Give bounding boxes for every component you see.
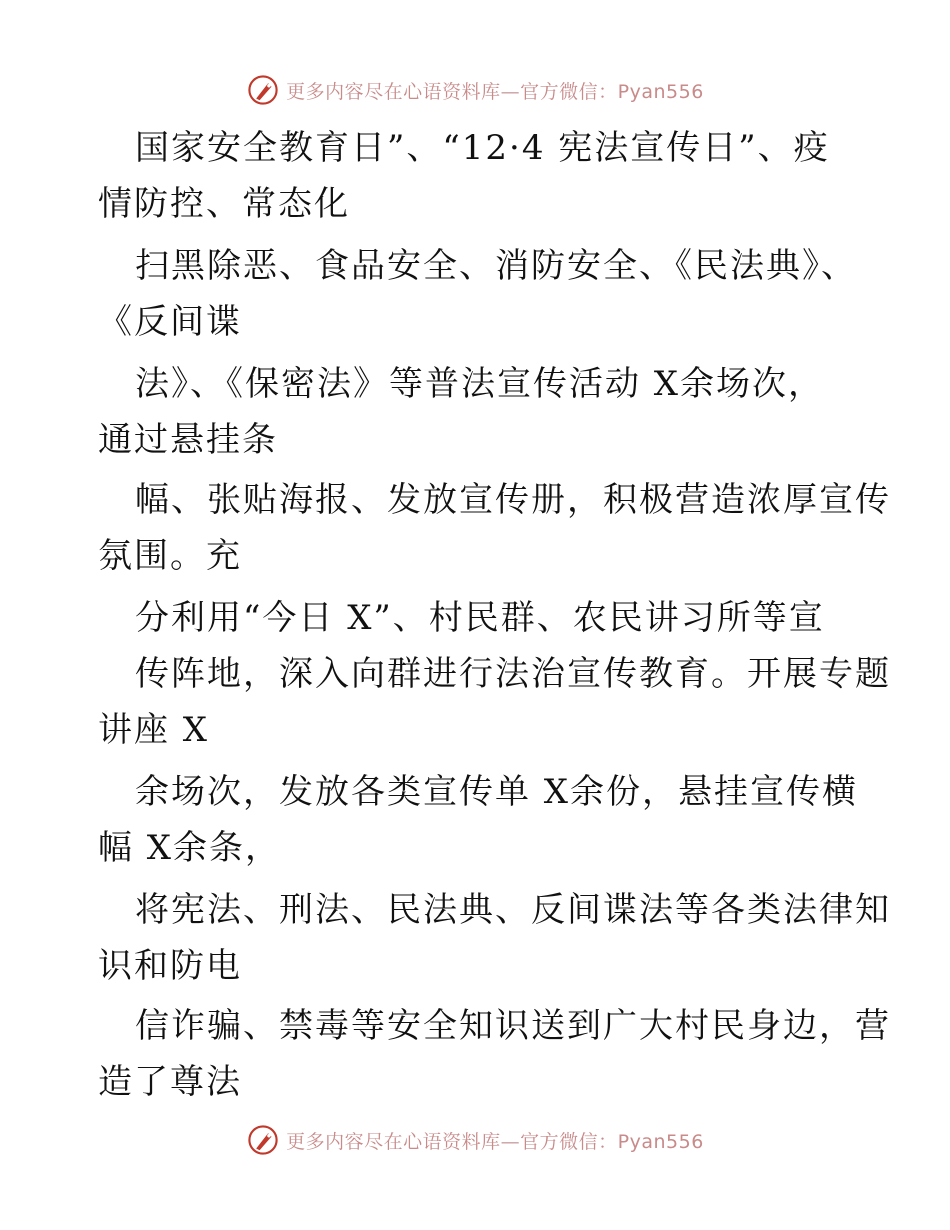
text-line: 造了尊法 (98, 1062, 242, 1102)
text-line: 情防控、常态化 (98, 184, 350, 224)
text-line: 扫黑除恶、食品安全、消防安全、《民法典》、 (135, 246, 857, 286)
watermark-footer (0, 1120, 950, 1160)
text-line: 《反间谍 (98, 302, 242, 342)
text-line: 法》、《保密法》等普法宣传活动 X余场次， (135, 364, 825, 404)
watermark-text: 更多内容尽在心语资料库—官方微信：Pyan556 (286, 1130, 704, 1153)
text-line: 氛围。充 (98, 536, 242, 576)
text-line: 幅 X余条， (98, 828, 282, 868)
text-line: 将宪法、刑法、民法典、反间谍法等各类法律知 (135, 890, 891, 930)
text-line: 分利用“今日 X”、村民群、农民讲习所等宣 (135, 598, 825, 638)
text-line: 识和防电 (98, 946, 242, 986)
watermark-text: 更多内容尽在心语资料库—官方微信：Pyan556 (286, 80, 704, 103)
text-line: 国家安全教育日”、“12·4 宪法宣传日”、疫 (135, 128, 830, 168)
pen-nib-logo-icon (246, 73, 280, 107)
text-line: 余场次，发放各类宣传单 X余份，悬挂宣传横 (135, 772, 859, 812)
watermark-header (0, 70, 950, 110)
text-line: 信诈骗、禁毒等安全知识送到广大村民身边，营 (135, 1006, 891, 1046)
text-line: 通过悬挂条 (98, 420, 278, 460)
pen-nib-logo-icon (246, 1123, 280, 1157)
text-line: 传阵地，深入向群进行法治宣传教育。开展专题 (135, 654, 891, 694)
text-line: 讲座 X (98, 710, 210, 750)
text-line: 幅、张贴海报、发放宣传册，积极营造浓厚宣传 (135, 480, 891, 520)
